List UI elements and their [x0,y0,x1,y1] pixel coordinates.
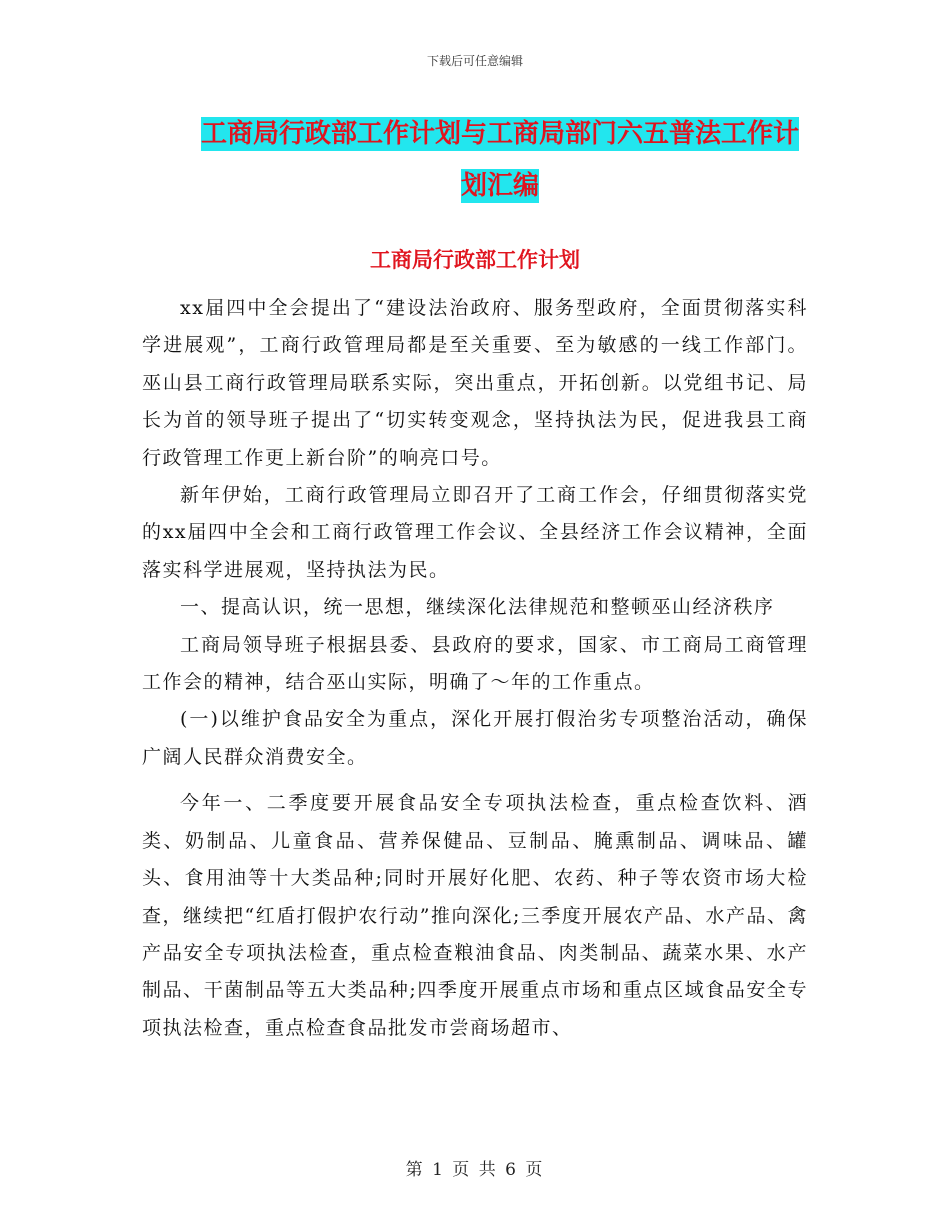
document-title [190,108,810,212]
paragraph: 今年一、二季度要开展食品安全专项执法检查，重点检查饮料、酒类、奶制品、儿童食品、营养保健品、豆制品、腌熏制品、调味品、罐头、食用油等十大类品种;同时开展好化肥、农药、种子等农资市场大检查，继续把“红盾打假护农行动”推向深化;三季度开展农产品、水产品、禽产品安全专项执法检查，重点检查粮油食品、肉类制品、蔬菜水果、水产制品、干菌制品等五大类品种;四季度开展重点市场和重点区域食品安全专项执法检查，重点检查食品批发市尝商场超市、 [142,792,808,1039]
paragraph-subheading: (一)以维护食品安全为重点，深化开展打假治劣专项整治活动，确保广阔人民群众消费安全。 [142,708,808,768]
body-text [142,290,808,1047]
paragraph-heading: 一、提高认识，统一思想，继续深化法律规范和整顿巫山经济秩序 [180,596,775,619]
paragraph: 新年伊始，工商行政管理局立即召开了工商工作会，仔细贯彻落实党的xx届四中全会和工商行政管理工作会议、全县经济工作会议精神，全面落实科学进展观，坚持执法为民。 [142,484,808,581]
page-footer: 第 1 页 共 6 页 [405,1160,545,1180]
document-title-text: 工商局行政部工作计划与工商局部门六五普法工作计划汇编 [200,119,799,201]
section-title: 工商局行政部工作计划 [370,248,580,272]
header-note: 下载后可任意编辑 [426,54,523,68]
paragraph: 工商局领导班子根据县委、县政府的要求，国家、市工商局工商管理工作会的精神，结合巫山实际，明确了～年的工作重点。 [142,633,808,694]
paragraph: xx届四中全会提出了“建设法治政府、服务型政府，全面贯彻落实科学进展观”，工商行政管理局都是至关重要、至为敏感的一线工作部门。巫山县工商行政管理局联系实际，突出重点，开拓创新。以党组书记、局长为首的领导班子提出了“切实转变观念，坚持执法为民，促进我县工商行政管理工作更上新台阶”的响亮口号。 [142,297,808,469]
